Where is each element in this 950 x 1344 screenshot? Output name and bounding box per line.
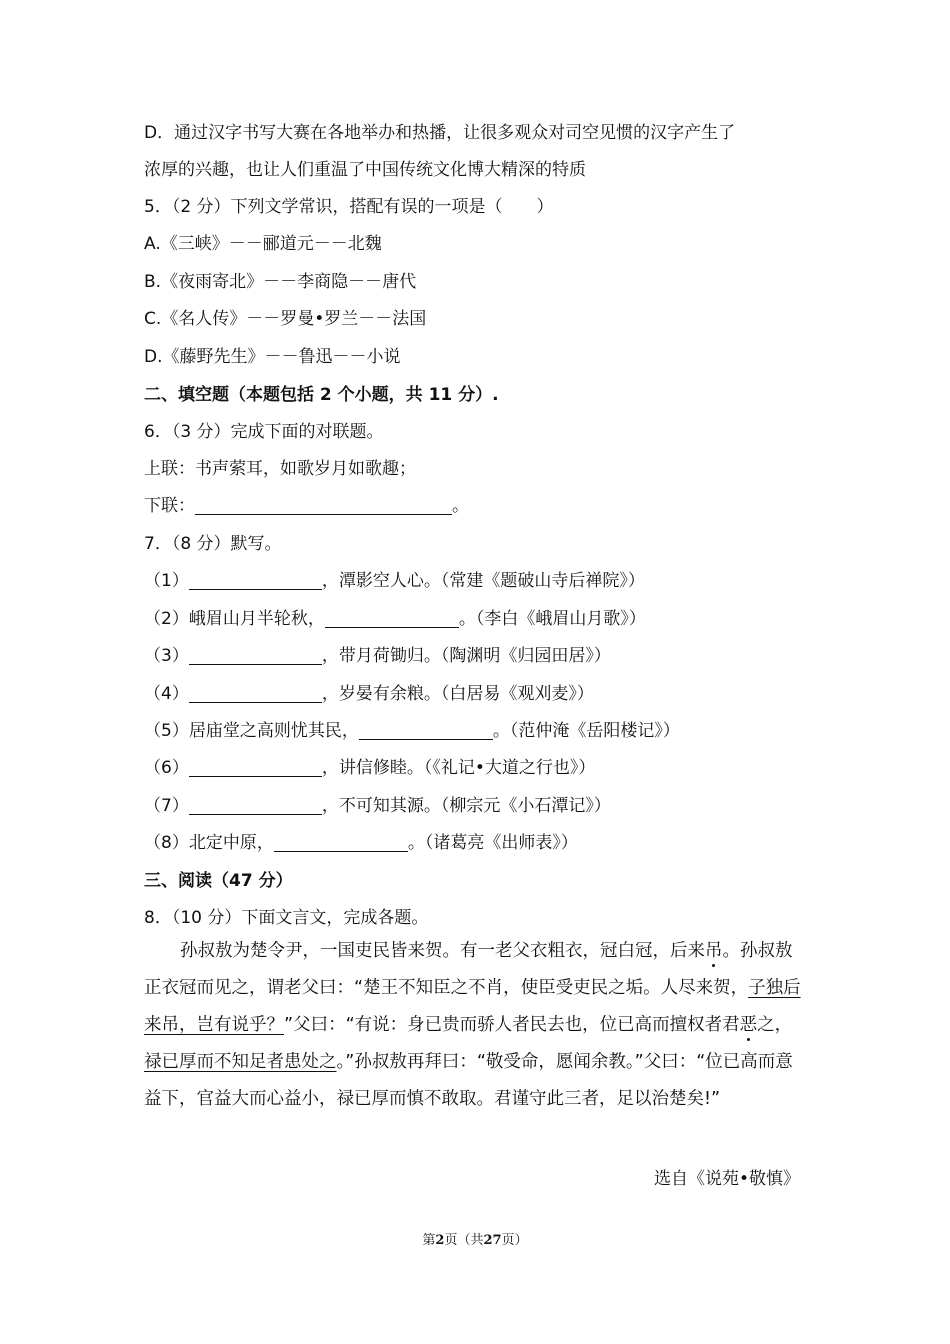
q7-item-4-pre: （4） xyxy=(144,684,189,704)
footer-post: 页） xyxy=(501,1233,528,1248)
q7-item-2 xyxy=(144,607,646,631)
q7-item-8-blank[interactable] xyxy=(274,833,408,852)
q7-item-1-pre: （1） xyxy=(144,571,189,591)
section3-heading: 三、阅读（47 分） xyxy=(144,871,293,891)
q7-item-2-blank[interactable] xyxy=(325,609,459,628)
q7-item-6 xyxy=(144,756,595,780)
page-footer xyxy=(0,1229,950,1248)
q4-option-d-line2: 浓厚的兴趣，也让人们重温了中国传统文化博大精深的特质 xyxy=(144,160,586,180)
q7-item-7-post: ，不可知其源。（柳宗元《小石潭记》） xyxy=(321,796,611,816)
q7-item-2-post: 。（李白《峨眉山月歌》） xyxy=(458,609,646,629)
q7-item-5-pre: （5）居庙堂之高则忧其民， xyxy=(144,721,359,741)
q7-item-5-post: 。（范仲淹《岳阳楼记》） xyxy=(492,721,680,741)
passage-text-3: ”父曰：“有说：身已贵而骄人者民去也，位已高而擅权者君 xyxy=(284,1015,740,1035)
q5-option-d: D.《藤野先生》－－鲁迅－－小说 xyxy=(144,347,401,367)
q4-option-d-line1: D．通过汉字书写大赛在各地举办和热播，让很多观众对司空见惯的汉字产生了 xyxy=(144,123,736,143)
q7-item-5 xyxy=(144,719,680,743)
q7-item-7-pre: （7） xyxy=(144,796,189,816)
underlined-sentence-1: 子独后来吊，岂有说乎？ xyxy=(144,978,801,1035)
q7-item-1 xyxy=(144,569,645,593)
passage-text-5: 。”孙叔敖再拜曰：“敬受命，愿闻余教。”父曰：“位已高而意益下，官益大而心益小，禄已厚而慎不敢取。君谨守此三者，足以治楚矣!” xyxy=(144,1052,793,1109)
q5-option-a: A.《三峡》－－郦道元－－北魏 xyxy=(144,234,382,254)
passage-text-1: 孙叔敖为楚令尹，一国吏民皆来贺。有一老父衣粗衣，冠白冠，后来 xyxy=(180,941,705,961)
q6-answer-blank[interactable] xyxy=(195,496,452,515)
q7-item-7 xyxy=(144,794,611,818)
q7-item-7-blank[interactable] xyxy=(189,796,322,815)
q7-item-6-post: ，讲信修睦。（《礼记•大道之行也》） xyxy=(321,758,596,778)
q7-item-8-pre: （8）北定中原， xyxy=(144,833,274,853)
q7-item-6-pre: （6） xyxy=(144,758,189,778)
q6-lower-prefix: 下联： xyxy=(144,496,195,516)
footer-mid: 页（共 xyxy=(444,1233,484,1248)
section2-heading: 二、填空题（本题包括 2 个小题，共 11 分）. xyxy=(144,385,499,405)
q8-stem: 8．（10 分）下面文言文，完成各题。 xyxy=(144,908,429,928)
dotted-char-wu: 恶 xyxy=(739,1015,758,1035)
footer-total-pages: 27 xyxy=(483,1233,502,1248)
q7-item-8 xyxy=(144,831,578,855)
q7-item-4-blank[interactable] xyxy=(189,684,322,703)
dotted-char-diao: 吊 xyxy=(705,941,723,961)
q7-item-4-post: ，岁晏有余粮。（白居易《观刈麦》） xyxy=(321,684,594,704)
q7-item-6-blank[interactable] xyxy=(189,758,322,777)
q7-item-1-post: ，潭影空人心。（常建《题破山寺后禅院》） xyxy=(321,571,645,591)
q8-passage xyxy=(144,933,809,1118)
q7-item-4 xyxy=(144,682,594,706)
underlined-sentence-2: 禄已厚而不知足者患处之 xyxy=(144,1052,337,1072)
q5-option-c: C.《名人传》－－罗曼•罗兰－－法国 xyxy=(144,309,427,329)
q7-item-2-pre: （2）峨眉山月半轮秋， xyxy=(144,609,325,629)
q5-stem: 5．（2 分）下列文学常识，搭配有误的一项是（ ） xyxy=(144,197,554,217)
q7-item-1-blank[interactable] xyxy=(189,571,322,590)
q7-item-8-post: 。（诸葛亮《出师表》） xyxy=(407,833,578,853)
q7-item-3-pre: （3） xyxy=(144,646,189,666)
q6-upper-couplet: 上联：书声萦耳，如歌岁月如歌趣； xyxy=(144,459,416,479)
footer-pre: 第 xyxy=(422,1233,436,1248)
q6-lower-couplet xyxy=(144,494,469,518)
q7-item-3 xyxy=(144,644,611,668)
passage-source: 选自《说苑•敬慎》 xyxy=(653,1169,800,1189)
q7-item-5-blank[interactable] xyxy=(359,721,493,740)
q7-item-3-blank[interactable] xyxy=(189,646,322,665)
passage-text-2: 。孙叔敖正衣冠而见之，谓老父曰：“楚王不知臣之不肖，使臣受吏民之垢。人尽来贺， xyxy=(144,941,793,998)
q7-stem: 7．（8 分）默写。 xyxy=(144,534,282,554)
q7-item-3-post: ，带月荷锄归。（陶渊明《归园田居》） xyxy=(321,646,611,666)
q6-stem: 6．（3 分）完成下面的对联题。 xyxy=(144,422,384,442)
passage-text-4: 之， xyxy=(757,1015,793,1035)
footer-page-number: 2 xyxy=(435,1233,445,1248)
q6-lower-suffix: 。 xyxy=(452,496,469,516)
q5-option-b: B.《夜雨寄北》－－李商隐－－唐代 xyxy=(144,272,417,292)
